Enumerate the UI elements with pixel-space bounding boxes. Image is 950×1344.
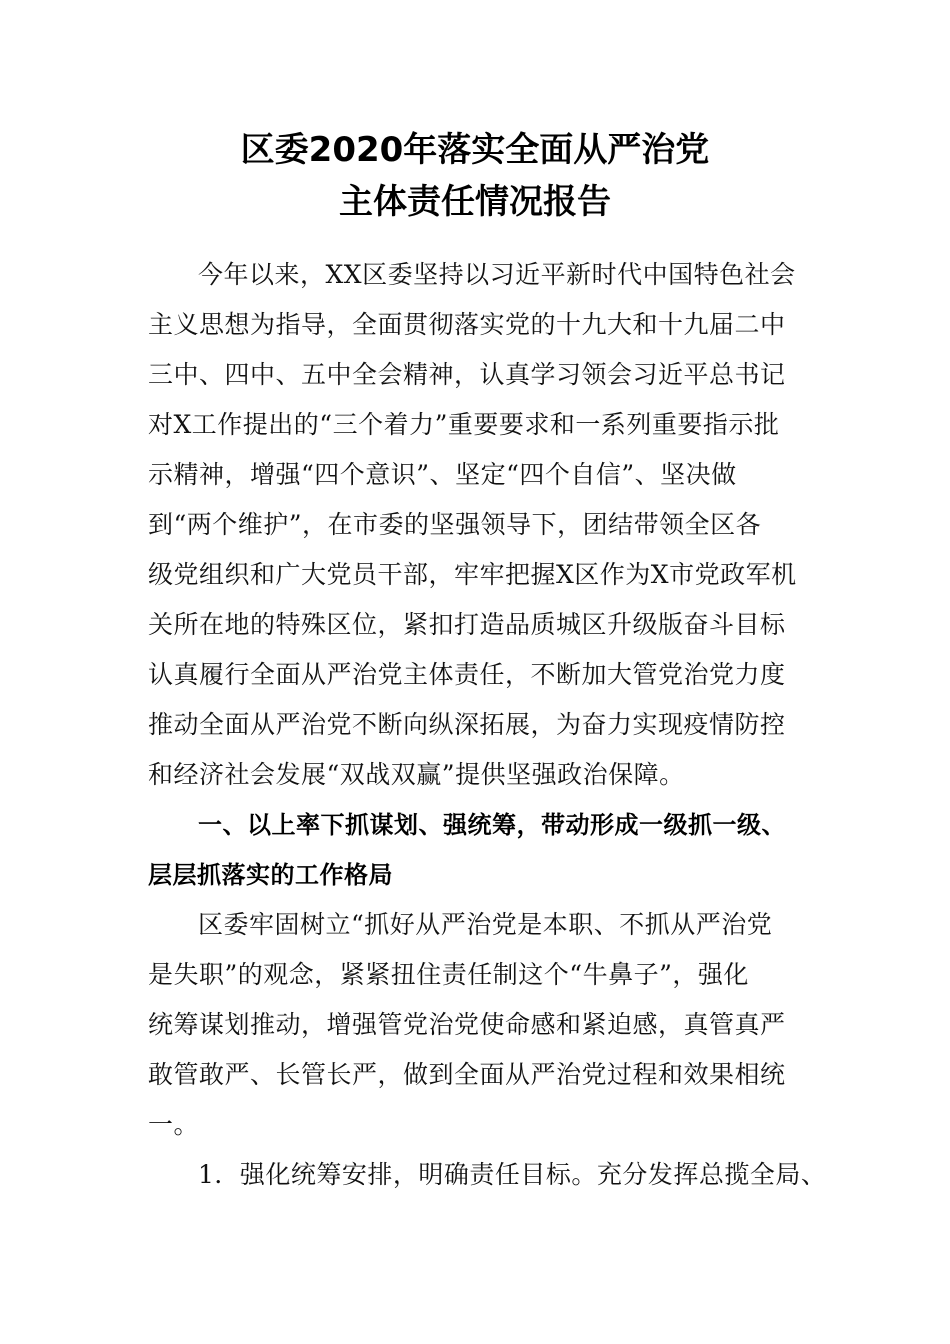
paragraph-line: 今年以来，XX区委坚持以习近平新时代中国特色社会 bbox=[198, 260, 796, 289]
paragraph-line: 和经济社会发展“双战双赢”提供坚强政治保障。 bbox=[148, 760, 685, 789]
paragraph-line: 认真履行全面从严治党主体责任，不断加大管党治党力度 bbox=[148, 660, 786, 689]
paragraph-line: 对X工作提出的“三个着力”重要要求和一系列重要指示批 bbox=[148, 410, 780, 439]
paragraph-line: 示精神，增强“四个意识”、坚定“四个自信”、坚决做 bbox=[148, 460, 737, 489]
paragraph-line: 是失职”的观念，紧紧扭住责任制这个“牛鼻子”，强化 bbox=[148, 960, 749, 989]
section-heading-line: 一、以上率下抓谋划、强统筹，带动形成一级抓一级、 bbox=[198, 811, 786, 839]
paragraph-line: 敢管敢严、长管长严，做到全面从严治党过程和效果相统 bbox=[148, 1060, 786, 1089]
section-heading-line: 层层抓落实的工作格局 bbox=[148, 861, 393, 889]
paragraph-line: 推动全面从严治党不断向纵深拓展，为奋力实现疫情防控 bbox=[148, 710, 786, 739]
document-title-line-1: 区委2020年落实全面从严治党 bbox=[240, 130, 710, 170]
paragraph-line: 统筹谋划推动，增强管党治党使命感和紧迫感，真管真严 bbox=[148, 1010, 786, 1039]
paragraph-line: 关所在地的特殊区位，紧扣打造品质城区升级版奋斗目标 bbox=[148, 610, 786, 639]
paragraph-line: 级党组织和广大党员干部，牢牢把握X区作为X市党政军机 bbox=[148, 560, 797, 589]
paragraph-line: 一。 bbox=[148, 1110, 200, 1139]
paragraph-line: 1．强化统筹安排，明确责任目标。充分发挥总揽全局、 bbox=[198, 1160, 827, 1189]
paragraph-line: 主义思想为指导，全面贯彻落实党的十九大和十九届二中 bbox=[148, 310, 786, 339]
paragraph-line: 到“两个维护”，在市委的坚强领导下，团结带领全区各 bbox=[148, 510, 762, 539]
paragraph-line: 三中、四中、五中全会精神，认真学习领会习近平总书记 bbox=[148, 360, 786, 389]
document-title-line-2: 主体责任情况报告 bbox=[339, 182, 611, 222]
paragraph-line: 区委牢固树立“抓好从严治党是本职、不抓从严治党 bbox=[198, 910, 773, 939]
